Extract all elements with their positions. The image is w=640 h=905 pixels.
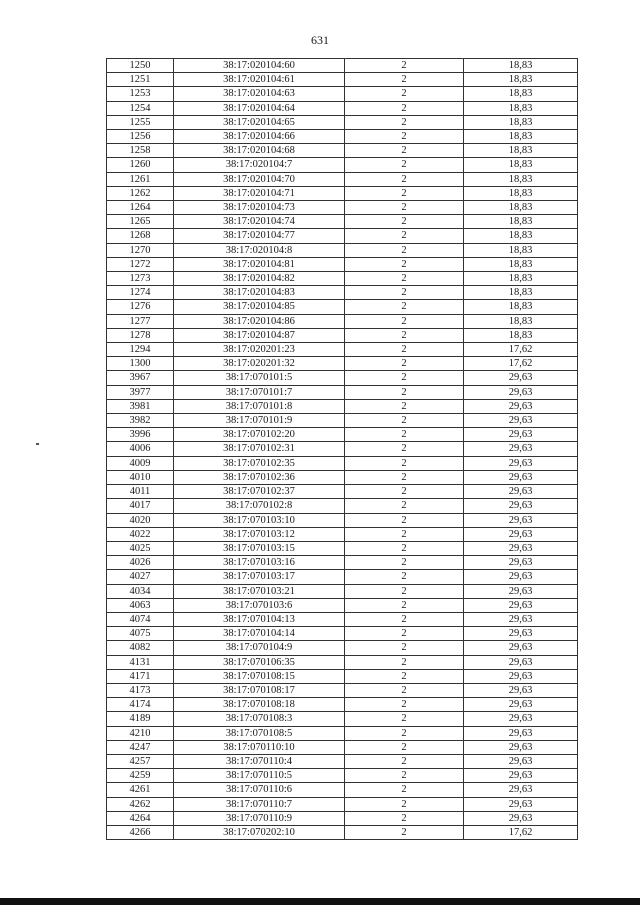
table-row — [107, 712, 578, 726]
count-cell: 2 — [345, 399, 464, 413]
row-number-cell: 4261 — [107, 783, 174, 797]
cadastral-number-cell: 38:17:070106:35 — [174, 655, 345, 669]
count-cell: 2 — [345, 286, 464, 300]
row-number-cell: 4173 — [107, 683, 174, 697]
cadastral-number-cell: 38:17:020104:7 — [174, 158, 345, 172]
count-cell: 2 — [345, 215, 464, 229]
value-cell: 29,63 — [464, 726, 578, 740]
value-cell: 29,63 — [464, 414, 578, 428]
cadastral-number-cell: 38:17:070108:5 — [174, 726, 345, 740]
table-row — [107, 272, 578, 286]
table-row — [107, 456, 578, 470]
row-number-cell: 4017 — [107, 499, 174, 513]
row-number-cell: 1278 — [107, 328, 174, 342]
cadastral-number-cell: 38:17:070103:17 — [174, 570, 345, 584]
count-cell: 2 — [345, 414, 464, 428]
table-row — [107, 115, 578, 129]
count-cell: 2 — [345, 385, 464, 399]
value-cell: 18,83 — [464, 272, 578, 286]
count-cell: 2 — [345, 272, 464, 286]
row-number-cell: 1251 — [107, 73, 174, 87]
value-cell: 18,83 — [464, 314, 578, 328]
count-cell: 2 — [345, 314, 464, 328]
cadastral-number-cell: 38:17:070102:8 — [174, 499, 345, 513]
count-cell: 2 — [345, 101, 464, 115]
count-cell: 2 — [345, 740, 464, 754]
row-number-cell: 1272 — [107, 257, 174, 271]
count-cell: 2 — [345, 456, 464, 470]
table-row — [107, 172, 578, 186]
value-cell: 29,63 — [464, 399, 578, 413]
value-cell: 18,83 — [464, 130, 578, 144]
value-cell: 17,62 — [464, 825, 578, 839]
row-number-cell: 4174 — [107, 698, 174, 712]
table-row — [107, 726, 578, 740]
value-cell: 29,63 — [464, 754, 578, 768]
table-row — [107, 598, 578, 612]
count-cell: 2 — [345, 641, 464, 655]
count-cell: 2 — [345, 158, 464, 172]
row-number-cell: 4074 — [107, 612, 174, 626]
cadastral-number-cell: 38:17:070103:6 — [174, 598, 345, 612]
row-number-cell: 3981 — [107, 399, 174, 413]
value-cell: 29,63 — [464, 797, 578, 811]
value-cell: 18,83 — [464, 158, 578, 172]
count-cell: 2 — [345, 783, 464, 797]
table-row — [107, 243, 578, 257]
row-number-cell: 1254 — [107, 101, 174, 115]
row-number-cell: 1256 — [107, 130, 174, 144]
cadastral-number-cell: 38:17:070108:15 — [174, 669, 345, 683]
table-row — [107, 527, 578, 541]
table-row — [107, 740, 578, 754]
row-number-cell: 1270 — [107, 243, 174, 257]
count-cell: 2 — [345, 300, 464, 314]
count-cell: 2 — [345, 328, 464, 342]
value-cell: 18,83 — [464, 87, 578, 101]
row-number-cell: 1253 — [107, 87, 174, 101]
table-row — [107, 144, 578, 158]
count-cell: 2 — [345, 343, 464, 357]
value-cell: 29,63 — [464, 499, 578, 513]
row-number-cell: 4034 — [107, 584, 174, 598]
count-cell: 2 — [345, 243, 464, 257]
row-number-cell: 1277 — [107, 314, 174, 328]
row-number-cell: 1265 — [107, 215, 174, 229]
row-number-cell: 1300 — [107, 357, 174, 371]
table-row — [107, 73, 578, 87]
cadastral-number-cell: 38:17:020104:60 — [174, 59, 345, 73]
value-cell: 18,83 — [464, 201, 578, 215]
cadastral-number-cell: 38:17:070103:21 — [174, 584, 345, 598]
row-number-cell: 4063 — [107, 598, 174, 612]
row-number-cell: 1268 — [107, 229, 174, 243]
table-row — [107, 570, 578, 584]
value-cell: 18,83 — [464, 186, 578, 200]
cadastral-number-cell: 38:17:070103:10 — [174, 513, 345, 527]
count-cell: 2 — [345, 712, 464, 726]
count-cell: 2 — [345, 144, 464, 158]
table-row — [107, 314, 578, 328]
count-cell: 2 — [345, 769, 464, 783]
count-cell: 2 — [345, 669, 464, 683]
count-cell: 2 — [345, 428, 464, 442]
cadastral-number-cell: 38:17:020104:68 — [174, 144, 345, 158]
row-number-cell: 4020 — [107, 513, 174, 527]
row-number-cell: 4022 — [107, 527, 174, 541]
row-number-cell: 3996 — [107, 428, 174, 442]
value-cell: 18,83 — [464, 144, 578, 158]
cadastral-number-cell: 38:17:020104:87 — [174, 328, 345, 342]
value-cell: 18,83 — [464, 300, 578, 314]
count-cell: 2 — [345, 726, 464, 740]
row-number-cell: 4011 — [107, 485, 174, 499]
cadastral-number-cell: 38:17:070108:17 — [174, 683, 345, 697]
cadastral-number-cell: 38:17:070102:37 — [174, 485, 345, 499]
table-row — [107, 655, 578, 669]
value-cell: 17,62 — [464, 343, 578, 357]
table-row — [107, 470, 578, 484]
count-cell: 2 — [345, 612, 464, 626]
cadastral-number-cell: 38:17:070102:20 — [174, 428, 345, 442]
row-number-cell: 4262 — [107, 797, 174, 811]
cadastral-number-cell: 38:17:070108:3 — [174, 712, 345, 726]
cadastral-number-cell: 38:17:070108:18 — [174, 698, 345, 712]
cadastral-number-cell: 38:17:070101:8 — [174, 399, 345, 413]
count-cell: 2 — [345, 201, 464, 215]
cadastral-number-cell: 38:17:020104:83 — [174, 286, 345, 300]
row-number-cell: 1294 — [107, 343, 174, 357]
count-cell: 2 — [345, 485, 464, 499]
row-number-cell: 1258 — [107, 144, 174, 158]
table-row — [107, 783, 578, 797]
row-number-cell: 1276 — [107, 300, 174, 314]
row-number-cell: 3967 — [107, 371, 174, 385]
cadastral-number-cell: 38:17:020201:23 — [174, 343, 345, 357]
value-cell: 18,83 — [464, 229, 578, 243]
cadastral-number-cell: 38:17:070110:10 — [174, 740, 345, 754]
value-cell: 29,63 — [464, 442, 578, 456]
cadastral-number-cell: 38:17:020104:73 — [174, 201, 345, 215]
value-cell: 29,63 — [464, 385, 578, 399]
data-table — [106, 58, 578, 840]
table-row — [107, 541, 578, 555]
cadastral-number-cell: 38:17:070102:31 — [174, 442, 345, 456]
cadastral-number-cell: 38:17:070103:15 — [174, 541, 345, 555]
count-cell: 2 — [345, 584, 464, 598]
cadastral-number-cell: 38:17:020104:8 — [174, 243, 345, 257]
value-cell: 18,83 — [464, 101, 578, 115]
cadastral-number-cell: 38:17:020104:71 — [174, 186, 345, 200]
value-cell: 18,83 — [464, 115, 578, 129]
cadastral-number-cell: 38:17:070102:36 — [174, 470, 345, 484]
count-cell: 2 — [345, 541, 464, 555]
table-row — [107, 797, 578, 811]
table-row — [107, 414, 578, 428]
value-cell: 29,63 — [464, 428, 578, 442]
row-number-cell: 4025 — [107, 541, 174, 555]
table-row — [107, 215, 578, 229]
row-number-cell: 4026 — [107, 556, 174, 570]
cadastral-number-cell: 38:17:070101:5 — [174, 371, 345, 385]
table-row — [107, 442, 578, 456]
value-cell: 29,63 — [464, 541, 578, 555]
cadastral-number-cell: 38:17:070110:6 — [174, 783, 345, 797]
cadastral-number-cell: 38:17:020201:32 — [174, 357, 345, 371]
cadastral-number-cell: 38:17:070110:7 — [174, 797, 345, 811]
value-cell: 29,63 — [464, 769, 578, 783]
count-cell: 2 — [345, 627, 464, 641]
row-number-cell: 4257 — [107, 754, 174, 768]
cadastral-number-cell: 38:17:070104:13 — [174, 612, 345, 626]
row-number-cell: 3977 — [107, 385, 174, 399]
count-cell: 2 — [345, 257, 464, 271]
cadastral-number-cell: 38:17:070103:12 — [174, 527, 345, 541]
row-number-cell: 4006 — [107, 442, 174, 456]
table-row — [107, 399, 578, 413]
count-cell: 2 — [345, 442, 464, 456]
count-cell: 2 — [345, 797, 464, 811]
count-cell: 2 — [345, 698, 464, 712]
table-row — [107, 101, 578, 115]
value-cell: 17,62 — [464, 357, 578, 371]
table-body — [107, 59, 578, 840]
cadastral-number-cell: 38:17:020104:70 — [174, 172, 345, 186]
value-cell: 18,83 — [464, 215, 578, 229]
value-cell: 29,63 — [464, 669, 578, 683]
count-cell: 2 — [345, 527, 464, 541]
row-number-cell: 4075 — [107, 627, 174, 641]
row-number-cell: 1255 — [107, 115, 174, 129]
cadastral-number-cell: 38:17:070103:16 — [174, 556, 345, 570]
value-cell: 29,63 — [464, 698, 578, 712]
page-number: 631 — [311, 33, 329, 47]
value-cell: 29,63 — [464, 485, 578, 499]
value-cell: 29,63 — [464, 527, 578, 541]
cadastral-number-cell: 38:17:070104:14 — [174, 627, 345, 641]
table-row — [107, 357, 578, 371]
table-row — [107, 130, 578, 144]
value-cell: 18,83 — [464, 328, 578, 342]
count-cell: 2 — [345, 513, 464, 527]
value-cell: 29,63 — [464, 811, 578, 825]
row-number-cell: 1273 — [107, 272, 174, 286]
cadastral-number-cell: 38:17:020104:86 — [174, 314, 345, 328]
table-row — [107, 825, 578, 839]
count-cell: 2 — [345, 371, 464, 385]
cadastral-number-cell: 38:17:070101:9 — [174, 414, 345, 428]
table-row — [107, 769, 578, 783]
cadastral-number-cell: 38:17:020104:74 — [174, 215, 345, 229]
count-cell: 2 — [345, 811, 464, 825]
count-cell: 2 — [345, 186, 464, 200]
count-cell: 2 — [345, 130, 464, 144]
table-row — [107, 485, 578, 499]
table-row — [107, 556, 578, 570]
cadastral-number-cell: 38:17:020104:81 — [174, 257, 345, 271]
table-row — [107, 59, 578, 73]
table-row — [107, 698, 578, 712]
row-number-cell: 4264 — [107, 811, 174, 825]
row-number-cell: 1264 — [107, 201, 174, 215]
count-cell: 2 — [345, 499, 464, 513]
table-row — [107, 87, 578, 101]
cadastral-number-cell: 38:17:020104:61 — [174, 73, 345, 87]
table-row — [107, 158, 578, 172]
cadastral-number-cell: 38:17:020104:66 — [174, 130, 345, 144]
table-row — [107, 257, 578, 271]
row-number-cell: 1250 — [107, 59, 174, 73]
count-cell: 2 — [345, 825, 464, 839]
count-cell: 2 — [345, 655, 464, 669]
table-row — [107, 811, 578, 825]
row-number-cell: 4259 — [107, 769, 174, 783]
cadastral-number-cell: 38:17:070104:9 — [174, 641, 345, 655]
table-row — [107, 584, 578, 598]
cadastral-number-cell: 38:17:070110:9 — [174, 811, 345, 825]
scan-edge-bar — [0, 898, 640, 905]
scan-speck — [36, 443, 39, 445]
value-cell: 29,63 — [464, 641, 578, 655]
table-row — [107, 612, 578, 626]
row-number-cell: 4266 — [107, 825, 174, 839]
cadastral-number-cell: 38:17:020104:64 — [174, 101, 345, 115]
row-number-cell: 4247 — [107, 740, 174, 754]
count-cell: 2 — [345, 229, 464, 243]
cadastral-number-cell: 38:17:070102:35 — [174, 456, 345, 470]
table-row — [107, 754, 578, 768]
cadastral-number-cell: 38:17:020104:65 — [174, 115, 345, 129]
row-number-cell: 1260 — [107, 158, 174, 172]
value-cell: 29,63 — [464, 627, 578, 641]
value-cell: 29,63 — [464, 655, 578, 669]
row-number-cell: 4009 — [107, 456, 174, 470]
row-number-cell: 3982 — [107, 414, 174, 428]
table-row — [107, 328, 578, 342]
count-cell: 2 — [345, 87, 464, 101]
count-cell: 2 — [345, 683, 464, 697]
count-cell: 2 — [345, 754, 464, 768]
value-cell: 29,63 — [464, 470, 578, 484]
table-row — [107, 201, 578, 215]
count-cell: 2 — [345, 556, 464, 570]
table-row — [107, 627, 578, 641]
count-cell: 2 — [345, 59, 464, 73]
table-row — [107, 499, 578, 513]
row-number-cell: 4010 — [107, 470, 174, 484]
row-number-cell: 4027 — [107, 570, 174, 584]
value-cell: 29,63 — [464, 570, 578, 584]
count-cell: 2 — [345, 172, 464, 186]
value-cell: 29,63 — [464, 456, 578, 470]
count-cell: 2 — [345, 357, 464, 371]
row-number-cell: 1274 — [107, 286, 174, 300]
row-number-cell: 4171 — [107, 669, 174, 683]
value-cell: 29,63 — [464, 683, 578, 697]
table-row — [107, 428, 578, 442]
value-cell: 18,83 — [464, 73, 578, 87]
table-row — [107, 343, 578, 357]
cadastral-number-cell: 38:17:020104:82 — [174, 272, 345, 286]
value-cell: 29,63 — [464, 740, 578, 754]
table-row — [107, 669, 578, 683]
value-cell: 18,83 — [464, 59, 578, 73]
cadastral-number-cell: 38:17:070202:10 — [174, 825, 345, 839]
value-cell: 29,63 — [464, 598, 578, 612]
row-number-cell: 4189 — [107, 712, 174, 726]
value-cell: 18,83 — [464, 286, 578, 300]
row-number-cell: 4131 — [107, 655, 174, 669]
table-row — [107, 513, 578, 527]
table-row — [107, 371, 578, 385]
value-cell: 29,63 — [464, 584, 578, 598]
count-cell: 2 — [345, 115, 464, 129]
row-number-cell: 1261 — [107, 172, 174, 186]
value-cell: 29,63 — [464, 612, 578, 626]
cadastral-number-cell: 38:17:070101:7 — [174, 385, 345, 399]
count-cell: 2 — [345, 598, 464, 612]
table-row — [107, 286, 578, 300]
table-row — [107, 229, 578, 243]
cadastral-number-cell: 38:17:020104:77 — [174, 229, 345, 243]
table-row — [107, 641, 578, 655]
count-cell: 2 — [345, 73, 464, 87]
cadastral-number-cell: 38:17:020104:63 — [174, 87, 345, 101]
count-cell: 2 — [345, 570, 464, 584]
table-row — [107, 300, 578, 314]
value-cell: 29,63 — [464, 371, 578, 385]
cadastral-number-cell: 38:17:070110:4 — [174, 754, 345, 768]
value-cell: 18,83 — [464, 257, 578, 271]
table-row — [107, 683, 578, 697]
value-cell: 18,83 — [464, 243, 578, 257]
table-row — [107, 385, 578, 399]
table-row — [107, 186, 578, 200]
value-cell: 29,63 — [464, 556, 578, 570]
count-cell: 2 — [345, 470, 464, 484]
row-number-cell: 4082 — [107, 641, 174, 655]
value-cell: 29,63 — [464, 513, 578, 527]
value-cell: 18,83 — [464, 172, 578, 186]
cadastral-number-cell: 38:17:070110:5 — [174, 769, 345, 783]
value-cell: 29,63 — [464, 783, 578, 797]
cadastral-number-cell: 38:17:020104:85 — [174, 300, 345, 314]
row-number-cell: 1262 — [107, 186, 174, 200]
value-cell: 29,63 — [464, 712, 578, 726]
row-number-cell: 4210 — [107, 726, 174, 740]
